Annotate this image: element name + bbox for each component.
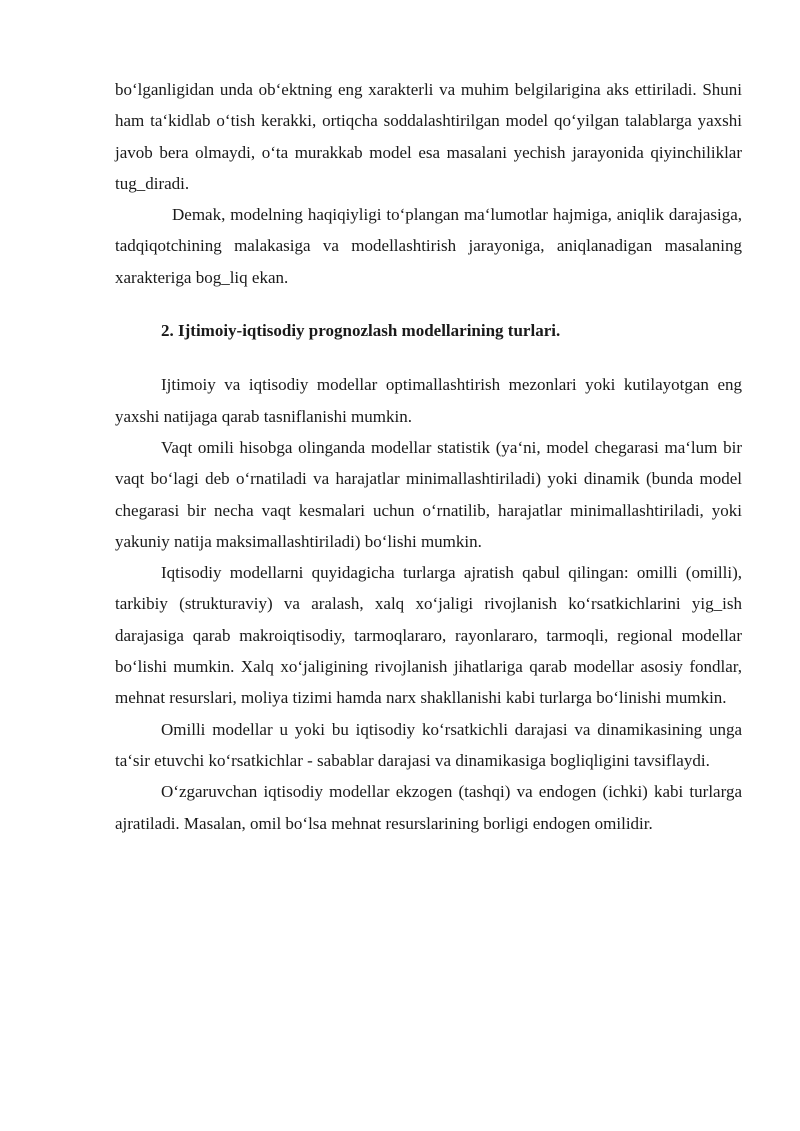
paragraph-model-validity: Demak, modelning haqiqiyligi to‘plangan ma‘lumotlar hajmiga, aniqlik darajasiga, tadqiqotchining malakasiga va modellashtirish jarayoniga, aniqlanadigan masalaning xarakteriga bog_liq ekan. bbox=[115, 205, 742, 287]
paragraph-economic-model-types: Iqtisodiy modellarni quyidagicha turlarga ajratish qabul qilingan: omilli (omilli), tarkibiy (strukturaviy) va aralash, xalq xo‘jaligi rivojlanish ko‘rsatkichlarini yig_ish darajasiga qarab makroiqtisodiy, tarmoqlararo, rayonlararo, tarmoqli, regional modellar bo‘lishi mumkin. Xalq xo‘jaligining rivojlanish jihatlariga qarab modellar asosiy fondlar, mehnat resurslari, moliya tizimi hamda narx shakllanishi kabi turlarga bo‘linishi mumkin. bbox=[115, 563, 742, 708]
document-body bbox=[115, 74, 742, 839]
paragraph-time-factor: Vaqt omili hisobga olinganda modellar statistik (ya‘ni, model chegarasi ma‘lum bir vaqt bo‘lagi deb o‘rnatiladi va harajatlar minimallashtiriladi) yoki dinamik (bunda model chegarasi bir necha vaqt kesmalari uchun o‘rnatilib, harajatlar minimallashtiriladi, yoki yakuniy natija maksimallashtiriladi) bo‘lishi mumkin. bbox=[115, 437, 742, 551]
paragraph-model-simplification: bo‘lganligidan unda ob‘ektning eng xarakterli va muhim belgilarigina aks ettiriladi. Shuni ham ta‘kidlab o‘tish kerakki, ortiqcha soddalashtirilgan model qo‘yilgan talablarga yaxshi javob bera olmaydi, o‘ta murakkab model esa masalani yechish jarayonida qiyinchiliklar tug_diradi. bbox=[115, 80, 742, 193]
section-heading: 2. Ijtimoiy-iqtisodiy prognozlash modellarining turlari. bbox=[161, 321, 561, 341]
paragraph-classification: Ijtimoiy va iqtisodiy modellar optimallashtirish mezonlari yoki kutilayotgan eng yaxshi natijaga qarab tasniflanishi mumkin. bbox=[115, 375, 742, 426]
paragraph-factor-models: Omilli modellar u yoki bu iqtisodiy ko‘rsatkichli darajasi va dinamikasining unga ta‘sir etuvchi ko‘rsatkichlar - sabablar darajasi va dinamikasiga bogliqligini tavsiflaydi. bbox=[115, 719, 742, 770]
paragraph-variable-models: O‘zgaruvchan iqtisodiy modellar ekzogen (tashqi) va endogen (ichki) kabi turlarga ajratiladi. Masalan, omil bo‘lsa mehnat resurslarining borligi endogen omilidir. bbox=[115, 782, 742, 833]
